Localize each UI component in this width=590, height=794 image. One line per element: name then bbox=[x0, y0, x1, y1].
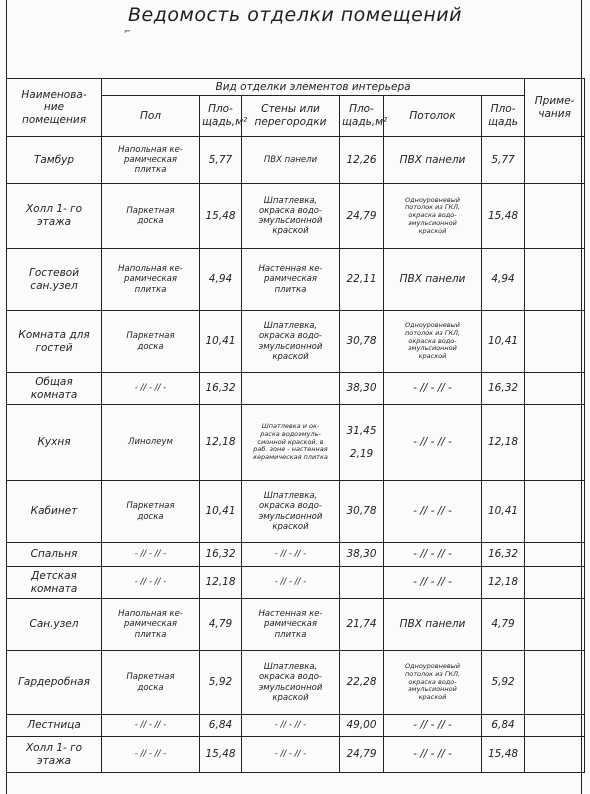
table-row bbox=[7, 567, 585, 599]
cell-walls-area: 22,28 bbox=[340, 651, 384, 715]
cell-floor: - // - // - bbox=[102, 373, 200, 405]
cell-ceiling: - // - // - bbox=[384, 737, 482, 773]
cell-name: Гардеробная bbox=[7, 651, 102, 715]
cell-floor: - // - // - bbox=[102, 715, 200, 737]
cell-walls: Шпатлевка и ок- раска водоэмуль- сионной краской, в раб. зоне - настенная керамическая плитка bbox=[242, 405, 340, 481]
document-title: Ведомость отделки помещений bbox=[128, 4, 462, 26]
cell-floor-area: 10,41 bbox=[200, 481, 242, 543]
header-walls: Стены или перегородки bbox=[242, 96, 340, 137]
cell-notes bbox=[525, 543, 585, 567]
cell-floor: Паркетная доска bbox=[102, 651, 200, 715]
cell-notes bbox=[525, 405, 585, 481]
cell-walls: Шпатлевка, окраска водо- эмульсионной краской bbox=[242, 311, 340, 373]
cell-ceiling-area: 10,41 bbox=[482, 311, 525, 373]
cell-ceiling-area: 12,18 bbox=[482, 567, 525, 599]
cell-walls-area-tile: 2,19 bbox=[349, 447, 374, 460]
cell-floor: Напольная ке- рамическая плитка bbox=[102, 249, 200, 311]
table-row bbox=[7, 599, 585, 651]
cell-name: Кухня bbox=[7, 405, 102, 481]
cell-floor-area: 10,41 bbox=[200, 311, 242, 373]
cell-name: Кабинет bbox=[7, 481, 102, 543]
cell-notes bbox=[525, 737, 585, 773]
cell-notes bbox=[525, 599, 585, 651]
cell-floor: Паркетная доска bbox=[102, 311, 200, 373]
cell-ceiling-area: 15,48 bbox=[482, 184, 525, 249]
cell-ceiling: ПВХ панели bbox=[384, 137, 482, 184]
cell-name: Спальня bbox=[7, 543, 102, 567]
cell-walls: - // - // - bbox=[242, 543, 340, 567]
cell-walls-area: 49,00 bbox=[340, 715, 384, 737]
cell-ceiling: ПВХ панели bbox=[384, 249, 482, 311]
cell-walls: ПВХ панели bbox=[242, 137, 340, 184]
cell-ceiling-area: 5,92 bbox=[482, 651, 525, 715]
cell-walls: - // - // - bbox=[242, 737, 340, 773]
cell-name: Лестница bbox=[7, 715, 102, 737]
cell-walls-area: 24,79 bbox=[340, 737, 384, 773]
header-notes: Приме- чания bbox=[525, 79, 585, 137]
cell-walls-area: 30,78 bbox=[340, 311, 384, 373]
cell-ceiling: - // - // - bbox=[384, 373, 482, 405]
cell-notes bbox=[525, 184, 585, 249]
cell-name: Гостевой сан.узел bbox=[7, 249, 102, 311]
cell-ceiling: Одноуровневый потолок из ГКЛ, окраска водо- эмульсионной краской bbox=[384, 184, 482, 249]
cell-ceiling-area: 10,41 bbox=[482, 481, 525, 543]
header-finish-group: Вид отделки элементов интерьера bbox=[102, 79, 525, 96]
cell-walls: - // - // - bbox=[242, 715, 340, 737]
cell-ceiling-area: 16,32 bbox=[482, 373, 525, 405]
header-walls-area: Пло- щадь,м² bbox=[340, 96, 384, 137]
cell-name: Сан.узел bbox=[7, 599, 102, 651]
cell-floor-area: 15,48 bbox=[200, 737, 242, 773]
cell-ceiling-area: 4,79 bbox=[482, 599, 525, 651]
cell-walls-area: 38,30 bbox=[340, 543, 384, 567]
cell-walls-area-main: 31,45 bbox=[346, 424, 377, 437]
cell-walls: - // - // - bbox=[242, 567, 340, 599]
cell-name: Холл 1- го этажа bbox=[7, 184, 102, 249]
cell-ceiling: - // - // - bbox=[384, 543, 482, 567]
cell-floor-area: 5,92 bbox=[200, 651, 242, 715]
table-row bbox=[7, 543, 585, 567]
cell-ceiling-area: 12,18 bbox=[482, 405, 525, 481]
cell-walls: Шпатлевка, окраска водо- эмульсионной краской bbox=[242, 184, 340, 249]
cell-ceiling: Одноуровневый потолок из ГКЛ, окраска водо- эмульсионной краской bbox=[384, 311, 482, 373]
cell-ceiling: - // - // - bbox=[384, 481, 482, 543]
table-row bbox=[7, 311, 585, 373]
cell-walls: Настенная ке- рамическая плитка bbox=[242, 249, 340, 311]
table-row bbox=[7, 405, 585, 481]
cell-ceiling-area: 4,94 bbox=[482, 249, 525, 311]
cell-ceiling: - // - // - bbox=[384, 567, 482, 599]
header-ceiling-area: Пло- щадь bbox=[482, 96, 525, 137]
cell-notes bbox=[525, 567, 585, 599]
cell-ceiling: Одноуровневый потолок из ГКЛ, окраска водо- эмульсионной краской bbox=[384, 651, 482, 715]
cell-floor-area: 16,32 bbox=[200, 373, 242, 405]
cell-name: Холл 1- го этажа bbox=[7, 737, 102, 773]
cell-floor-area: 12,18 bbox=[200, 567, 242, 599]
table-row bbox=[7, 184, 585, 249]
cell-name: Детская комната bbox=[7, 567, 102, 599]
header-room-name: Наименова- ние помещения bbox=[7, 79, 102, 137]
cell-notes bbox=[525, 481, 585, 543]
cell-walls bbox=[242, 373, 340, 405]
table-row bbox=[7, 651, 585, 715]
table-row bbox=[7, 249, 585, 311]
cell-floor: Паркетная доска bbox=[102, 184, 200, 249]
cell-notes bbox=[525, 651, 585, 715]
cell-walls: Шпатлевка, окраска водо- эмульсионной краской bbox=[242, 481, 340, 543]
cell-floor: Линолеум bbox=[102, 405, 200, 481]
cell-ceiling: - // - // - bbox=[384, 405, 482, 481]
cell-ceiling-area: 5,77 bbox=[482, 137, 525, 184]
cell-floor: Напольная ке- рамическая плитка bbox=[102, 137, 200, 184]
finishing-schedule-table bbox=[6, 78, 585, 773]
cell-name: Тамбур bbox=[7, 137, 102, 184]
table-row bbox=[7, 373, 585, 405]
cell-walls-area: 12,26 bbox=[340, 137, 384, 184]
cell-ceiling-area: 6,84 bbox=[482, 715, 525, 737]
cell-floor-area: 4,79 bbox=[200, 599, 242, 651]
table-row bbox=[7, 737, 585, 773]
cell-walls: Настенная ке- рамическая плитка bbox=[242, 599, 340, 651]
cell-name: Общая комната bbox=[7, 373, 102, 405]
cell-floor-area: 12,18 bbox=[200, 405, 242, 481]
header-floor-area: Пло- щадь,м² bbox=[200, 96, 242, 137]
cell-floor: - // - // - bbox=[102, 567, 200, 599]
cell-floor-area: 5,77 bbox=[200, 137, 242, 184]
cell-ceiling: - // - // - bbox=[384, 715, 482, 737]
cell-ceiling: ПВХ панели bbox=[384, 599, 482, 651]
table-row bbox=[7, 715, 585, 737]
cell-floor-area: 4,94 bbox=[200, 249, 242, 311]
cell-walls-area: 38,30 bbox=[340, 373, 384, 405]
cell-walls-area: 21,74 bbox=[340, 599, 384, 651]
cell-notes bbox=[525, 373, 585, 405]
cell-notes bbox=[525, 715, 585, 737]
cell-ceiling-area: 16,32 bbox=[482, 543, 525, 567]
cell-name: Комната для гостей bbox=[7, 311, 102, 373]
pencil-mark: ⌐ bbox=[124, 27, 131, 36]
cell-floor: - // - // - bbox=[102, 737, 200, 773]
cell-floor: - // - // - bbox=[102, 543, 200, 567]
cell-walls-area: 22,11 bbox=[340, 249, 384, 311]
table-row bbox=[7, 481, 585, 543]
cell-floor: Паркетная доска bbox=[102, 481, 200, 543]
cell-walls: Шпатлевка, окраска водо- эмульсионной краской bbox=[242, 651, 340, 715]
cell-floor-area: 6,84 bbox=[200, 715, 242, 737]
header-ceiling: Потолок bbox=[384, 96, 482, 137]
cell-floor: Напольная ке- рамическая плитка bbox=[102, 599, 200, 651]
cell-notes bbox=[525, 311, 585, 373]
cell-walls-area: 24,79 bbox=[340, 184, 384, 249]
cell-walls-area bbox=[340, 405, 384, 481]
cell-floor-area: 15,48 bbox=[200, 184, 242, 249]
cell-notes bbox=[525, 249, 585, 311]
cell-notes bbox=[525, 137, 585, 184]
cell-floor-area: 16,32 bbox=[200, 543, 242, 567]
table-row bbox=[7, 137, 585, 184]
cell-ceiling-area: 15,48 bbox=[482, 737, 525, 773]
cell-walls-area: 30,78 bbox=[340, 481, 384, 543]
header-floor: Пол bbox=[102, 96, 200, 137]
cell-walls-area bbox=[340, 567, 384, 599]
